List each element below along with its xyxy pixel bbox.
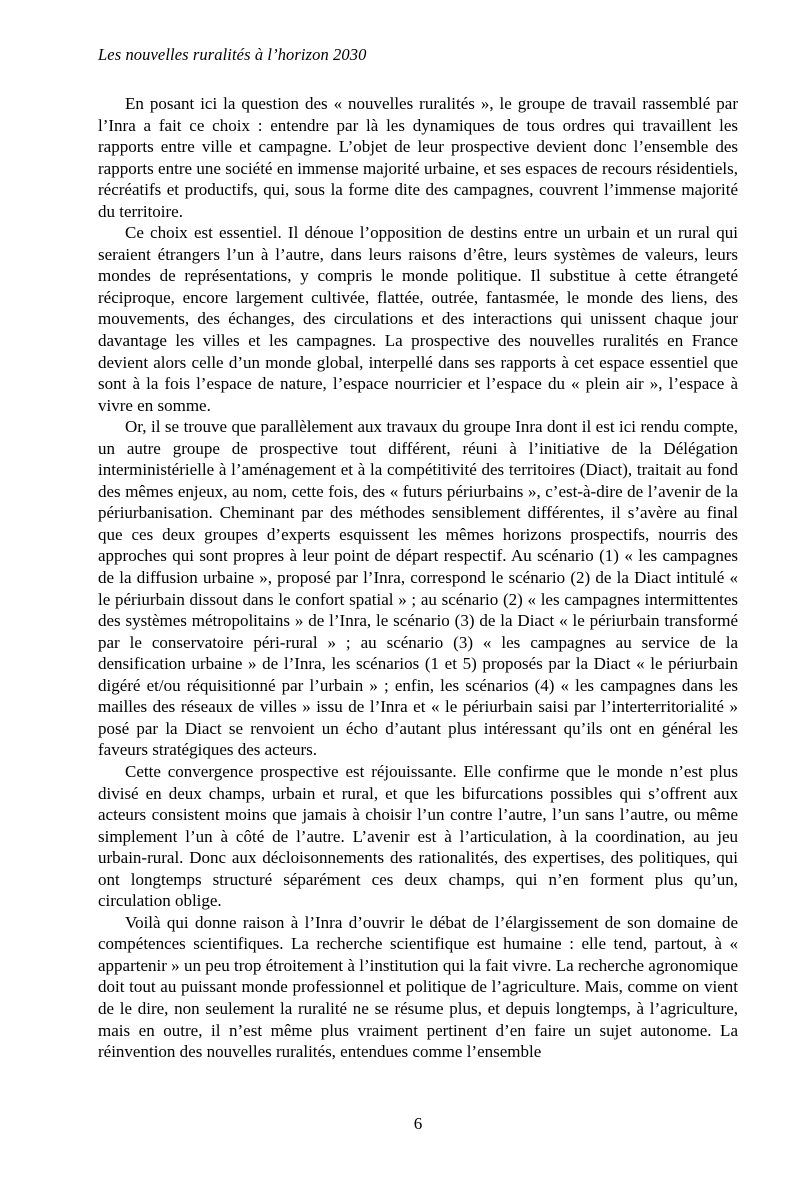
body-paragraph-1: En posant ici la question des « nouvelles ruralités », le groupe de travail rassemblé par l’Inra a fait ce choix : entendre par là les dynamiques de tous ordres qui travaillent les rapports entre ville et campagne. L’objet de leur prospective devient donc l’ensemble des rapports entre une société en immense majorité urbaine, et ses espaces de recours résidentiels, récréatifs et productifs, qui, sous la forme dite des campagnes, couvrent l’immense majorité du territoire. — [98, 94, 738, 221]
page-number: 6 — [413, 1114, 423, 1133]
body-text — [98, 93, 738, 1063]
body-paragraph-2: Ce choix est essentiel. Il dénoue l’opposition de destins entre un urbain et un rural qui seraient étrangers l’un à l’autre, dans leurs raisons d’être, leurs systèmes de valeurs, leurs mondes de représentations, y compris le monde politique. Il substitue à cette étrangeté réciproque, encore largement cultivée, flattée, outrée, fantasmée, le monde des liens, des mouvements, des échanges, des circulations et des interactions qui unissent chaque jour davantage les villes et les campagnes. La prospective des nouvelles ruralités en France devient alors celle d’un monde global, interpellé dans ses rapports à cet espace essentiel que sont à la fois l’espace de nature, l’espace nourricier et l’espace du « plein air », l’espace à vivre en somme. — [98, 223, 738, 415]
body-paragraph-3: Or, il se trouve que parallèlement aux travaux du groupe Inra dont il est ici rendu compte, un autre groupe de prospective tout différent, réuni à l’initiative de la Délégation interministérielle à l’aménagement et à la compétitivité des territoires (Diact), traitait au fond des mêmes enjeux, au nom, cette fois, des « futurs périurbains », c’est-à-dire de l’avenir de la périurbanisation. Cheminant par des méthodes sensiblement différentes, il s’avère au final que ces deux groupes d’experts esquissent les mêmes horizons prospectifs, nourris des approches qui sont propres à leur point de départ respectif. Au scénario (1) « les campagnes de la diffusion urbaine », proposé par l’Inra, correspond le scénario (2) de la Diact intitulé « le périurbain dissout dans le confort spatial » ; au scénario (2) « les campagnes intermittentes des systèmes métropolitains » de l’Inra, le scénario (3) de la Diact « le périurbain transformé par le conservatoire péri-rural » ; au scénario (3) « les campagnes au service de la densification urbaine » de l’Inra, les scénarios (1 et 5) proposés par la Diact « le périurbain digéré et/ou réquisitionné par l’urbain » ; enfin, les scénarios (4) « les campagnes dans les mailles des réseaux de villes » issu de l’Inra et « le périurbain saisi par l’interterritorialité » posé par la Diact se renvoient un écho d’autant plus intéressant qu’ils ont en général les faveurs stratégiques des acteurs. — [98, 417, 738, 760]
running-head: Les nouvelles ruralités à l’horizon 2030 — [98, 45, 367, 64]
body-paragraph-5: Voilà qui donne raison à l’Inra d’ouvrir le débat de l’élargissement de son domaine de compétences scientifiques. La recherche scientifique est humaine : elle tend, partout, à « appartenir » un peu trop étroitement à l’institution qui la fait vivre. La recherche agronomique doit tout au puissant monde professionnel et politique de l’agriculture. Mais, comme on vient de le dire, non seulement la ruralité ne se résume plus, et depuis longtemps, à l’agriculture, mais en outre, il n’est même plus vraiment pertinent d’en faire un sujet autonome. La réinvention des nouvelles ruralités, entendues comme l’ensemble — [98, 912, 738, 1062]
body-paragraph-4: Cette convergence prospective est réjouissante. Elle confirme que le monde n’est plus divisé en deux champs, urbain et rural, et que les bifurcations possibles qui s’offrent aux acteurs consistent moins que jamais à choisir l’un contre l’autre, l’un sans l’autre, ou même simplement l’un à côté de l’autre. L’avenir est à l’articulation, à la coordination, au jeu urbain-rural. Donc aux décloisonnements des rationalités, des expertises, des politiques, qui ont longtemps structuré séparément ces deux champs, qui n’en forment plus qu’un, circulation oblige. — [98, 761, 738, 911]
